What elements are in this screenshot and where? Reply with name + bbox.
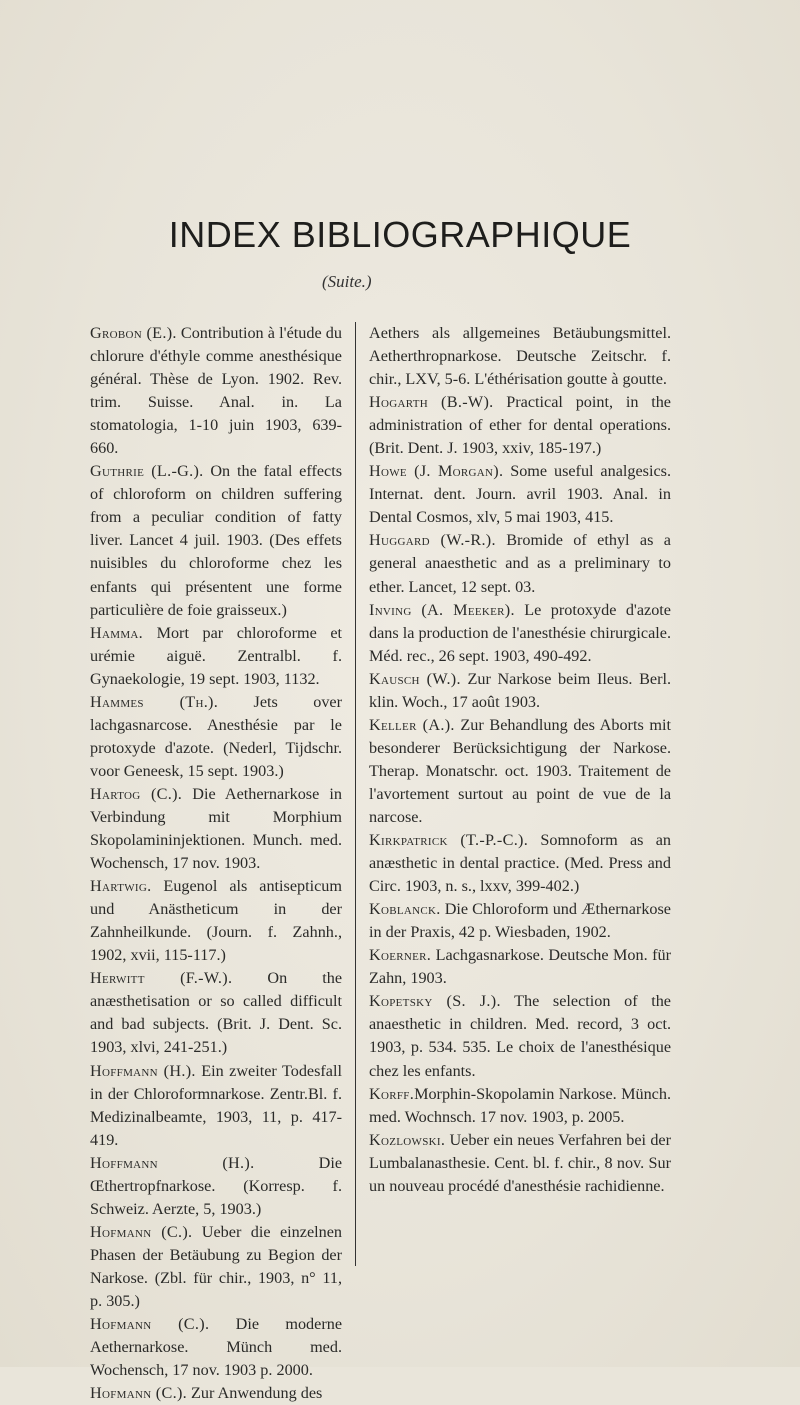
entry-author: Hartwig.	[90, 877, 152, 896]
entry-text: Aethers als allgemeines Betäubungsmittel. Aetherthropnarkose. Deutsche Zeitschr. f. chir., LXV, 5-6. L'éthérisation goutte à goutte.	[369, 324, 671, 389]
bibliography-entry	[369, 529, 671, 598]
bibliography-entry	[369, 1083, 671, 1129]
bibliography-entry	[369, 829, 671, 898]
entry-author: Hogarth (B.-W).	[369, 393, 494, 412]
entry-text: Die Chloroform und Æthernarkose in der Praxis, 42 p. Wiesbaden, 1902.	[369, 900, 671, 942]
entry-author: Hartog (C.).	[90, 784, 183, 803]
entry-text: Die Aethernarkose in Verbindung mit Morphium Skopolamininjektionen. Munch. med. Wochensch, 17 nov. 1903.	[90, 784, 343, 873]
entry-text: On the fatal effects of chloroform on children suffering from a peculiar condition of fatty liver. Lancet 4 juil. 1903. (Des effets nuisibles du chloroforme chez les enfants qui présentent une forme particulière de foie graisseux.)	[90, 462, 343, 619]
entry-text: Eugenol als antisepticum und Anästheticum in der Zahnheilkunde. (Journ. f. Zahnh., 1902, xvii, 115-117.)	[90, 877, 342, 965]
entry-author: Howe (J. Morgan).	[369, 462, 504, 481]
entry-author: Hofmann (C.).	[90, 1384, 187, 1403]
entry-author: Kopetsky (S. J.).	[369, 992, 501, 1011]
entry-text: Le protoxyde d'azote dans la production de l'anesthésie chirurgicale. Méd. rec., 26 sept. 1903, 490-492.	[369, 600, 671, 665]
bibliography-entry	[369, 944, 671, 990]
page-subtitle: (Suite.)	[322, 272, 372, 291]
entry-author: Hamma.	[90, 623, 143, 642]
bibliography-entry	[369, 460, 671, 529]
entry-author: Koblanck.	[369, 900, 441, 919]
entry-text: Lachgasnarkose. Deutsche Mon. für Zahn, 1903.	[369, 946, 671, 988]
entry-author: Hofmann (C.).	[90, 1315, 210, 1334]
entry-text: Morphin-Skopolamin Narkose. Münch. med. Wochnsch. 17 nov. 1903, p. 2005.	[369, 1084, 671, 1126]
entry-text: The selection of the anaesthetic in children. Med. record, 3 oct. 1903, p. 534. 535. Le choix de l'anesthésique chez les enfants.	[369, 992, 671, 1080]
entry-author: Hammes (Th.).	[90, 692, 219, 711]
bibliography-entry	[369, 714, 671, 829]
bibliography-entry	[369, 990, 671, 1082]
entry-author: Hoffmann (H.).	[90, 1153, 255, 1172]
entry-author: Guthrie (L.-G.).	[90, 462, 204, 481]
entry-text: Practical point, in the administration of ether for dental operations. (Brit. Dent. J. 1903, xxiv, 185-197.)	[369, 393, 671, 458]
entry-author: Grobon (E.).	[90, 324, 177, 342]
page-title: INDEX BIBLIOGRAPHIQUE	[168, 214, 632, 255]
entry-author: Herwitt (F.-W.).	[90, 969, 233, 988]
entry-author: Inving (A. Meeker).	[369, 600, 515, 619]
entry-author: Hoffmann (H.).	[90, 1061, 196, 1080]
bibliography-entry	[90, 1060, 342, 1152]
bibliography-entry	[90, 622, 342, 691]
bibliography-entry	[90, 1152, 342, 1221]
entry-text: Ueber ein neues Verfahren bei der Lumbalanasthesie. Cent. bl. f. chir., 8 nov. Sur un nouveau procédé d'anesthésie rachidienne.	[369, 1130, 671, 1195]
entry-text: Bromide of ethyl as a general anaesthetic and as a preliminary to ether. Lancet, 12 sept. 03.	[369, 531, 671, 596]
bibliography-entry	[369, 668, 671, 714]
entry-author: Kausch (W.).	[369, 669, 461, 688]
entry-author: Huggard (W.-R.).	[369, 531, 496, 550]
bibliography-entry	[90, 875, 342, 967]
entry-author: Koerner.	[369, 946, 432, 965]
bibliography-entry	[90, 460, 342, 621]
entry-author: Kozlowski.	[369, 1130, 446, 1149]
entry-text: Some useful analgesics. Internat. dent. Journ. avril 1903. Anal. in Dental Cosmos, xlv, 5 mai 1903, 415.	[369, 462, 672, 527]
entry-text: Zur Narkose beim Ileus. Berl. klin. Woch., 17 août 1903.	[369, 669, 671, 711]
bibliography-entry	[369, 1129, 671, 1198]
bibliography-entry	[90, 1382, 342, 1405]
bibliography-entry	[90, 1221, 342, 1313]
entry-text: Mort par chloroforme et urémie aiguë. Zentralbl. f. Gynaekologie, 19 sept. 1903, 1132.	[90, 623, 342, 688]
bibliography-entry	[90, 691, 342, 783]
bibliography-entry	[90, 322, 342, 460]
entry-text: Die Œthertropfnarkose. (Korresp. f. Schweiz. Aerzte, 5, 1903.)	[90, 1153, 342, 1218]
entry-text: Jets over lachgasnarcose. Anesthésie par le protoxyde d'azote. (Nederl, Tijdschr. voor Geneesk, 15 sept. 1903.)	[90, 692, 342, 780]
entry-text: Zur Anwendung des	[186, 1384, 323, 1403]
entry-author: Keller (A.).	[369, 715, 455, 734]
left-column	[90, 322, 342, 1405]
bibliography-entry	[369, 898, 671, 944]
entry-text: Zur Behandlung des Aborts mit besonderer Berücksichtigung der Narkose. Therap. Monatschr. oct. 1903. Traitement de l'avortement surtout au point de vue de la narcose.	[369, 715, 671, 826]
bibliography-entry	[90, 783, 342, 875]
bibliography-entry	[90, 1313, 342, 1382]
entry-author: Kirkpatrick (T.-P.-C.).	[369, 831, 529, 850]
entry-author: Hofmann (C.).	[90, 1222, 193, 1241]
entry-text: Somnoform as an anæsthetic in dental practice. (Med. Press and Circ. 1903, n. s., lxxv, 399-402.)	[369, 831, 671, 896]
entry-text: Ueber die einzelnen Phasen der Betäubung zu Begion der Narkose. (Zbl. für chir., 1903, n° 11, p. 305.)	[90, 1222, 342, 1310]
bibliography-entry	[369, 391, 671, 460]
entry-text: On the anæsthetisation or so called difficult and bad subjects. (Brit. J. Dent. Sc. 1903, xlvi, 241-251.)	[90, 969, 343, 1057]
right-column	[369, 322, 671, 1198]
bibliography-entry	[369, 599, 671, 668]
entry-text: Die moderne Aethernarkose. Münch med. Wochensch, 17 nov. 1903 p. 2000.	[90, 1315, 342, 1380]
entry-text: Contribution à l'étude du chlorure d'éthyle comme anesthésique général. Thèse de Lyon. 1902. Rev. trim. Suisse. Anal. in. La stomatologia, 1-10 juin 1903, 639-660.	[90, 324, 342, 458]
entry-text: Ein zweiter Todesfall in der Chloroformnarkose. Zentr.Bl. f. Medizinalbeamte, 1903, 11, p. 417-419.	[90, 1061, 342, 1149]
bibliography-entry	[369, 322, 671, 391]
column-divider	[355, 322, 356, 1266]
entry-author: Korff.	[369, 1084, 415, 1103]
bibliography-entry	[90, 967, 342, 1059]
